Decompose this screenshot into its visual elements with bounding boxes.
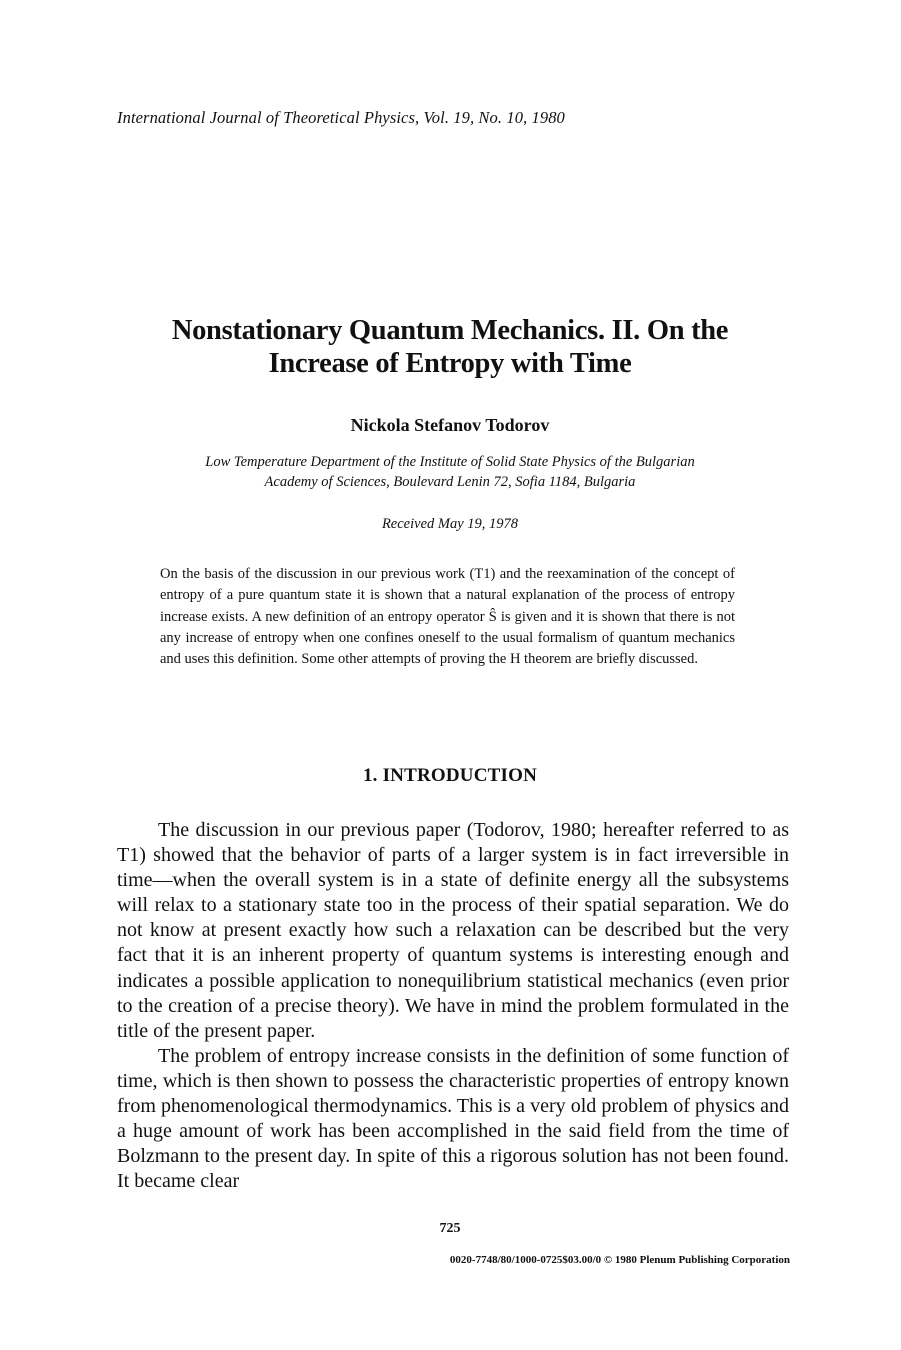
copyright-line: 0020-7748/80/1000-0725$03.00/0 © 1980 Plenum Publishing Corporation [449,1254,790,1266]
page-number: 725 [439,1221,461,1236]
author-name: Nickola Stefanov Todorov [350,415,550,435]
affiliation-line-1: Low Temperature Department of the Institute of Solid State Physics of the Bulgarian [205,454,695,470]
abstract: On the basis of the discussion in our previous work (T1) and the reexamination of the concept of entropy of a pure quantum state it is shown that a natural explanation of the process of entropy increase exists. A new definition of an entropy operator Ŝ is given and it is shown that there is not any increase of entropy when one confines oneself to the usual formalism of quantum mechanics and uses this definition. Some other attempts of proving the H theorem are briefly discussed. [160,566,735,668]
title-line-2: Increase of Entropy with Time [268,348,632,379]
affiliation [140,452,760,492]
title-line-1: Nonstationary Quantum Mechanics. II. On the [171,315,729,346]
paper-title [120,314,780,380]
journal-header: International Journal of Theoretical Physics, Vol. 19, No. 10, 1980 [117,108,565,127]
section-heading: 1. INTRODUCTION [362,765,538,786]
paragraph: The discussion in our previous paper (Todorov, 1980; hereafter referred to as T1) showed that the behavior of parts of a larger system is in fact irreversible in time—when the overall system is in a state of definite energy all the subsystems will relax to a stationary state too in the process of their spatial separation. We do not know at present exactly how such a relaxation can be described but the very fact that it is an inherent property of quantum systems is interesting enough and indicates a possible application to nonequilibrium statistical mechanics (even prior to the creation of a precise theory). We have in mind the problem formulated in the title of the present paper. [117,819,789,1042]
affiliation-line-2: Academy of Sciences, Boulevard Lenin 72, Sofia 1184, Bulgaria [264,474,636,490]
paragraph: The problem of entropy increase consists in the definition of some function of time, which is then shown to possess the characteristic properties of entropy known from phenomenological thermodynamics. This is a very old problem of physics and a huge amount of work has been accomplished in the said field from the time of Bolzmann to the present day. In spite of this a rigorous solution has not been found. It became clear [117,1044,789,1193]
body-text [117,818,789,1194]
received-date: Received May 19, 1978 [381,516,519,532]
